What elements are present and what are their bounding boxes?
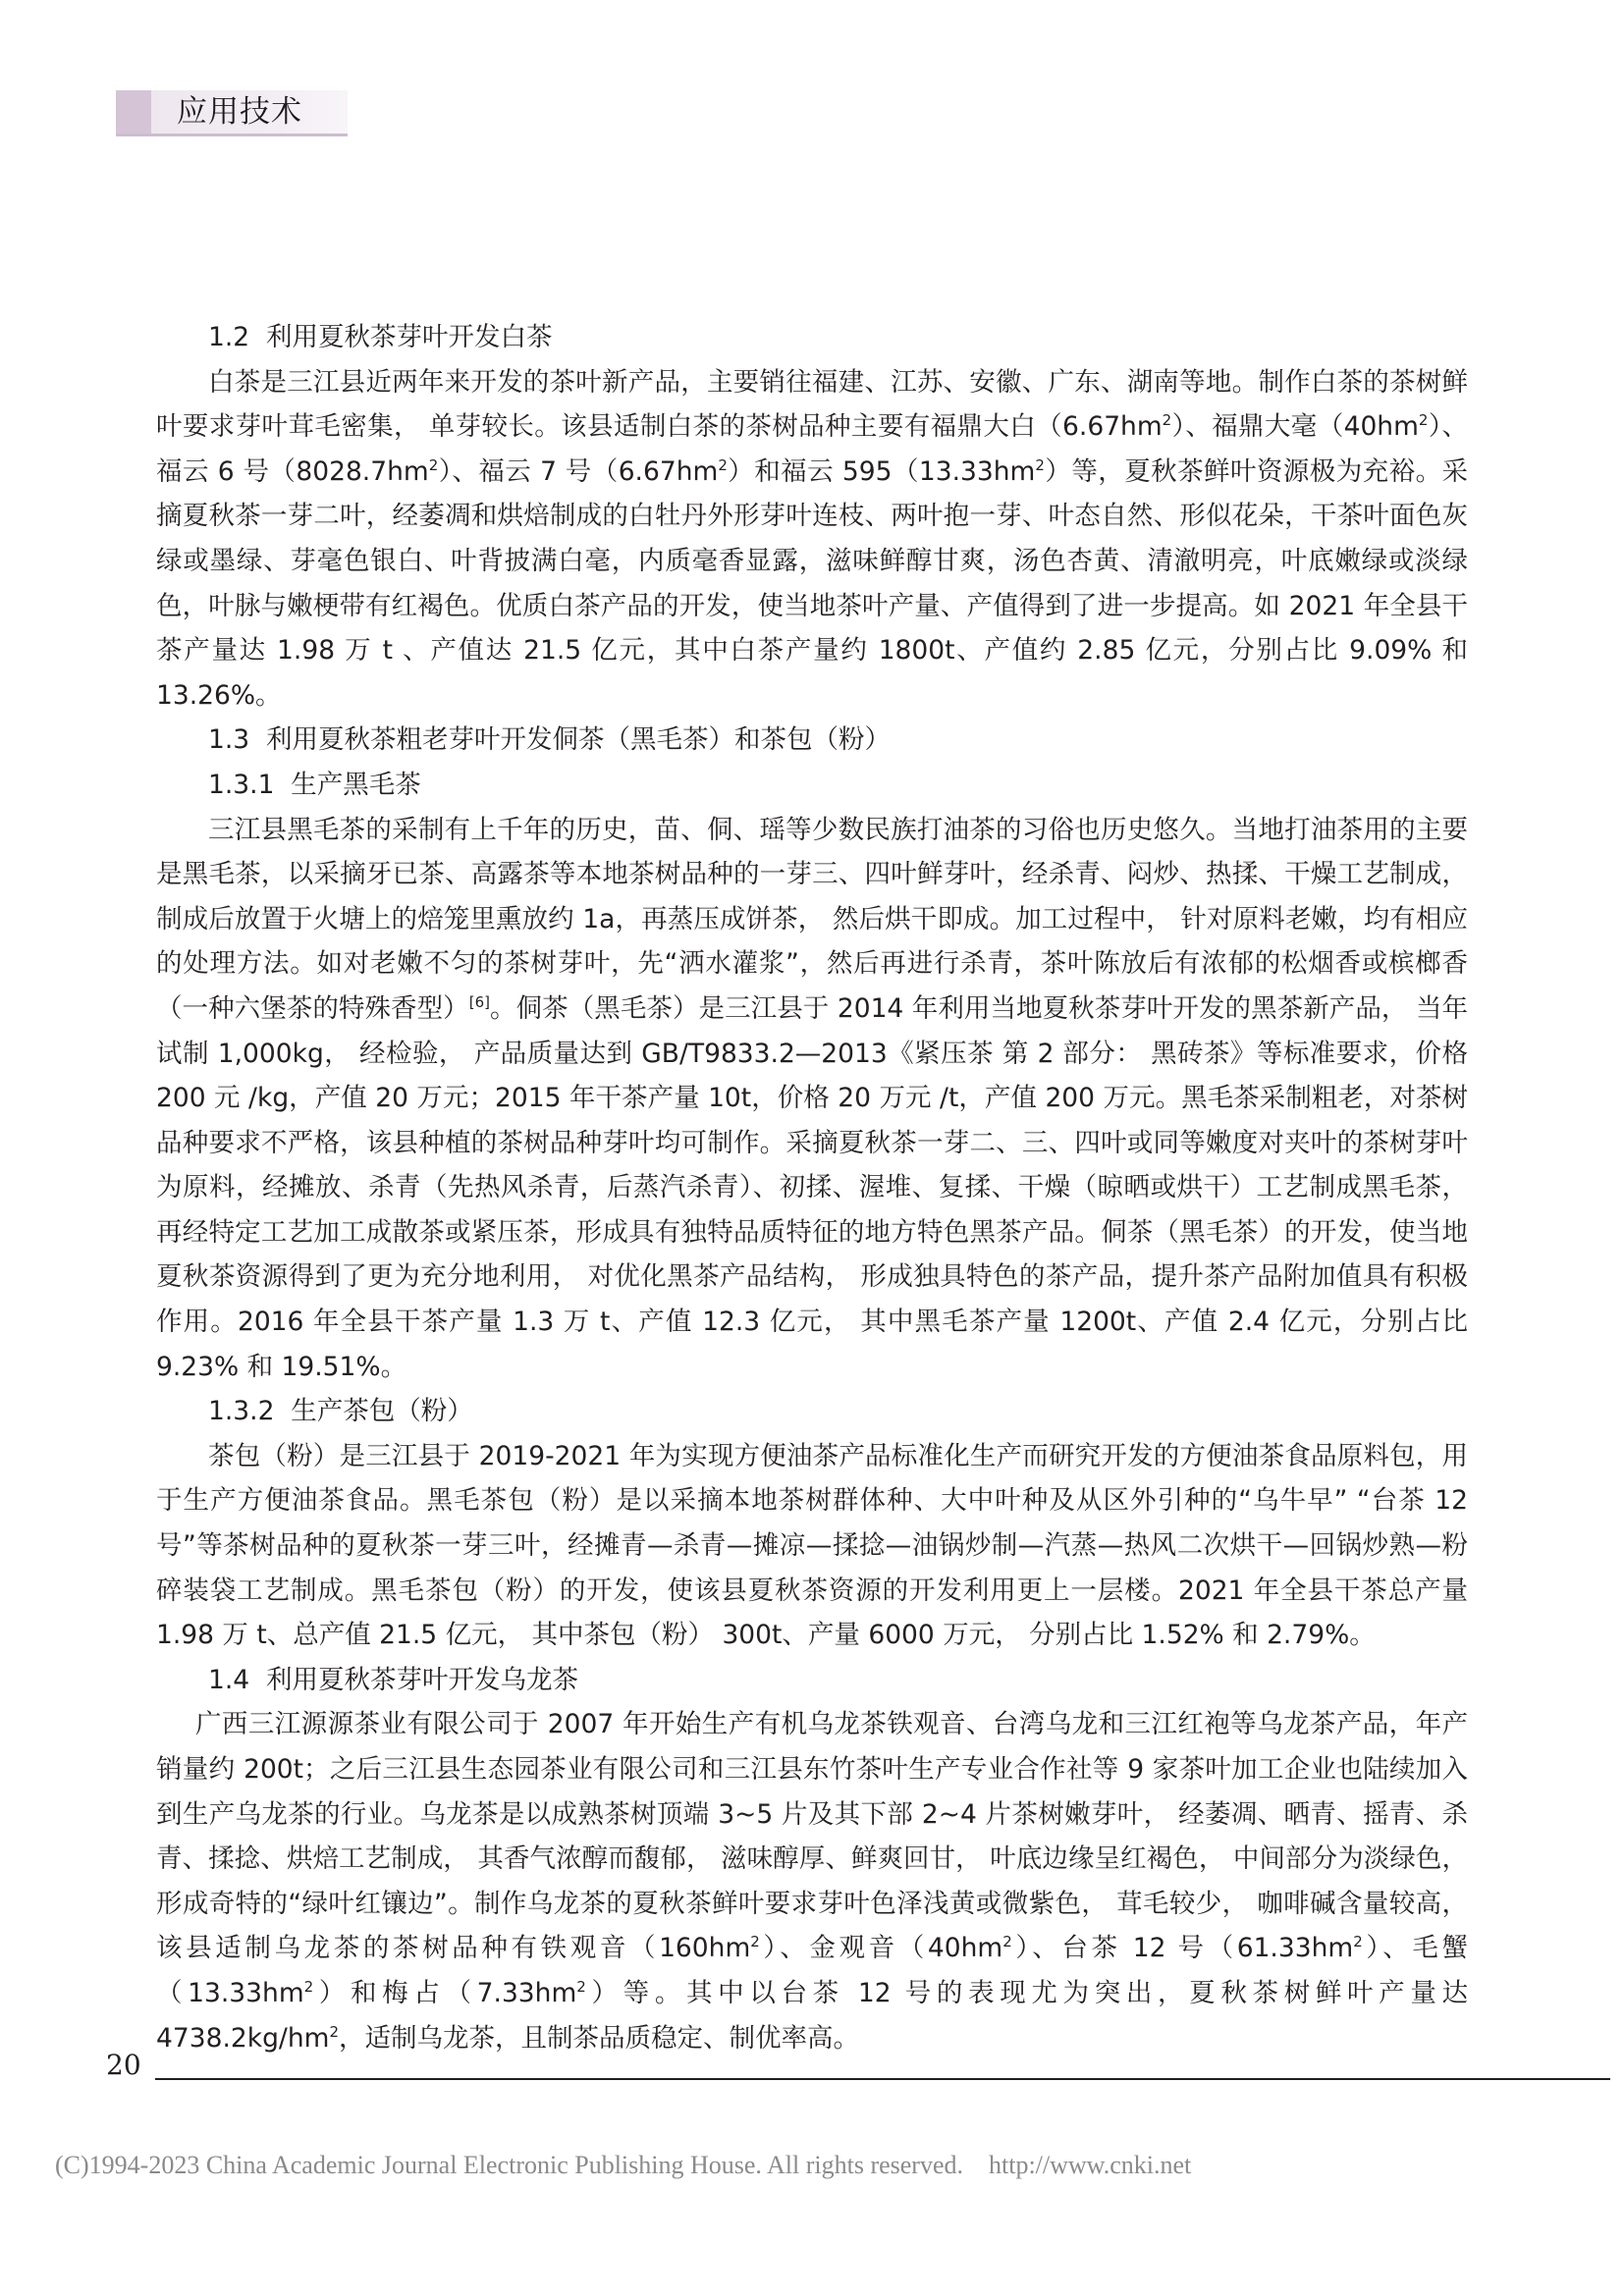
text-run: 白茶是三江县近两年来开发的茶叶新产品，主要销往福建、江苏、安徽、广东、湖南等地。制作白茶的茶树鲜叶要求芽叶茸毛密集， 单芽较长。该县适制白茶的茶树品种主要有福鼎大白（6.67hm xyxy=(156,366,1468,443)
text-run: ）和梅占（7.33hm xyxy=(313,1977,577,2008)
heading-1-4: 1.4 利用夏秋茶芽叶开发乌龙茶 xyxy=(208,1664,578,1695)
superscript: 2 xyxy=(428,455,439,474)
superscript: 2 xyxy=(1162,411,1172,430)
superscript: 2 xyxy=(1353,1933,1363,1951)
header-accent-block xyxy=(116,90,151,133)
superscript: 2 xyxy=(750,1933,760,1951)
paragraph-oolong-tea xyxy=(156,1702,1468,2060)
superscript: 2 xyxy=(1002,1933,1012,1951)
heading-1-2: 1.2 利用夏秋茶芽叶开发白茶 xyxy=(208,322,553,352)
superscript: 2 xyxy=(576,1978,586,1997)
text-run: ，适制乌龙茶，且制茶品质稳定、制优率高。 xyxy=(338,2022,859,2054)
superscript: 2 xyxy=(329,2022,339,2041)
text-run: ）、毛蟹（13.33hm xyxy=(156,1933,1468,2008)
paragraph-white-tea xyxy=(156,360,1468,719)
article-body xyxy=(156,315,1468,2060)
page-number: 20 xyxy=(106,2049,141,2081)
superscript: 2 xyxy=(1035,455,1045,474)
text-run: ）等。其中以台茶 12 号的表现尤为突出，夏秋茶树鲜叶产量达 4738.2kg/hm xyxy=(156,1977,1468,2054)
superscript: 2 xyxy=(1418,411,1429,430)
copyright-notice: (C)1994-2023 China Academic Journal Electronic Publishing House. All rights reserved. http://www.cnki.net xyxy=(55,2151,1192,2179)
column-title: 应用技术 xyxy=(177,94,302,130)
text-run: ）等，夏秋茶鲜叶资源极为充裕。采摘夏秋茶一芽二叶，经萎凋和烘焙制成的白牡丹外形芽叶连枝、两叶抱一芽、叶态自然、形似花朵，干茶叶面色灰绿或墨绿、芽毫色银白、叶背披满白毫，内质毫香显露，滋味鲜醇甘爽，汤色杏黄、清澈明亮，叶底嫩绿或淡绿色，叶脉与嫩梗带有红褐色。优质白茶产品的开发，使当地茶叶产量、产值得到了进一步提高。如 2021 年全县干茶产量达 1.98 万 t 、产值达 21.5 亿元，其中白茶产量约 1800t、产值约 2.85 亿元，分别占比 9.09% 和 13.26%。 xyxy=(156,455,1469,711)
text-run: 。侗茶（黑毛茶）是三江县于 2014 年利用当地夏秋茶芽叶开发的黑茶新产品， 当年试制 1,000kg， 经检验， 产品质量达到 GB/T9833.2—2013《紧压茶 第 2 部分： 黑砖茶》等标准要求，价格 200 元 /kg，产值 20 万元；2015 年干茶产量 10t，价格 20 万元 /t，产值 200 万元。黑毛茶采制粗老，对茶树品种要求不严格，该县种植的茶树品种芽叶均可制作。采摘夏秋茶一芽二、三、四叶或同等嫩度对夹叶的茶树芽叶为原料，经摊放、杀青（先热风杀青，后蒸汽杀青）、初揉、渥堆、复揉、干燥（晾晒或烘干）工艺制成黑毛茶，再经特定工艺加工成散茶或紧压茶，形成具有独特品质特征的地方特色黑茶产品。侗茶（黑毛茶）的开发，使当地夏秋茶资源得到了更为充分地利用， 对优化黑茶产品结构， 形成独具特色的茶产品，提升茶产品附加值具有积极作用。2016 年全县干茶产量 1.3 万 t、产值 12.3 亿元， 其中黑毛茶产量 1200t、产值 2.4 亿元，分别占比 9.23% 和 19.51%。 xyxy=(156,992,1468,1382)
text-run: ）和福云 595（13.33hm xyxy=(727,455,1036,487)
superscript: 2 xyxy=(718,455,728,474)
heading-1-3-1: 1.3.1 生产黑毛茶 xyxy=(208,769,421,800)
text-run: ）、福鼎大毫（40hm xyxy=(1171,411,1419,443)
text-run: 三江县黑毛茶的采制有上千年的历史，苗、侗、瑶等少数民族打油茶的习俗也历史悠久。当地打油茶用的主要是黑毛茶，以采摘牙已茶、高露茶等本地茶树品种的一芽三、四叶鲜芽叶，经杀青、闷炒、热揉、干燥工艺制成， 制成后放置于火塘上的焙笼里熏放约 1a，再蒸压成饼茶， 然后烘干即成。加工过程中， 针对原料老嫩，均有相应的处理方法。如对老嫩不匀的茶树芽叶，先“洒水灌浆”，然后再进行杀青，茶叶陈放后有浓郁的松烟香或槟榔香（一种六堡茶的特殊香型） xyxy=(156,814,1468,1024)
text-run: ）、福云 6 号（8028.7hm xyxy=(156,411,1468,487)
text-run: ）、台茶 12 号（61.33hm xyxy=(1011,1933,1354,1964)
heading-1-3-2: 1.3.2 生产茶包（粉） xyxy=(208,1396,473,1427)
citation-6: [6] xyxy=(468,993,490,1012)
text-run: ）、福云 7 号（6.67hm xyxy=(438,455,719,487)
heading-1-3: 1.3 利用夏秋茶粗老芽叶开发侗茶（黑毛茶）和茶包（粉） xyxy=(208,724,891,756)
paragraph-dark-tea xyxy=(156,808,1468,1390)
paragraph-tea-bag: 茶包（粉）是三江县于 2019-2021 年为实现方便油茶产品标准化生产而研究开发的方便油茶食品原料包，用于生产方便油茶食品。黑毛茶包（粉）是以采摘本地茶树群体种、大中叶种及从区外引种的“乌牛早” “台茶 12 号”等茶树品种的夏秋茶一芽三叶，经摊青—杀青—摊凉—揉捻—油锅炒制—汽蒸—热风二次烘干—回锅炒熟—粉碎装袋工艺制成。黑毛茶包（粉）的开发，使该县夏秋茶资源的开发利用更上一层楼。2021 年全县干茶总产量 1.98 万 t、总产值 21.5 亿元， 其中茶包（粉） 300t、产量 6000 万元， 分别占比 1.52% 和 2.79%。 xyxy=(156,1440,1468,1651)
superscript: 2 xyxy=(303,1978,314,1997)
header-rule xyxy=(116,133,348,136)
text-run: ）、金观音（40hm xyxy=(759,1933,1003,1964)
text-run: 广西三江源源茶业有限公司于 2007 年开始生产有机乌龙茶铁观音、台湾乌龙和三江红袍等乌龙茶产品，年产销量约 200t；之后三江县生态园茶业有限公司和三江县东竹茶叶生产专业合作社等 9 家茶叶加工企业也陆续加入到生产乌龙茶的行业。乌龙茶是以成熟茶树顶端 3~5 片及其下部 2~4 片茶树嫩芽叶， 经萎凋、晒青、摇青、杀青、揉捻、烘焙工艺制成， 其香气浓醇而馥郁， 滋味醇厚、鲜爽回甘， 叶底边缘呈红褐色， 中间部分为淡绿色，形成奇特的“绿叶红镶边”。制作乌龙茶的夏秋茶鲜叶要求芽叶色泽浅黄或微紫色， 茸毛较少， 咖啡碱含量较高，该县适制乌龙茶的茶树品种有铁观音（160hm xyxy=(156,1709,1468,1964)
footer-rule xyxy=(155,2078,1610,2080)
